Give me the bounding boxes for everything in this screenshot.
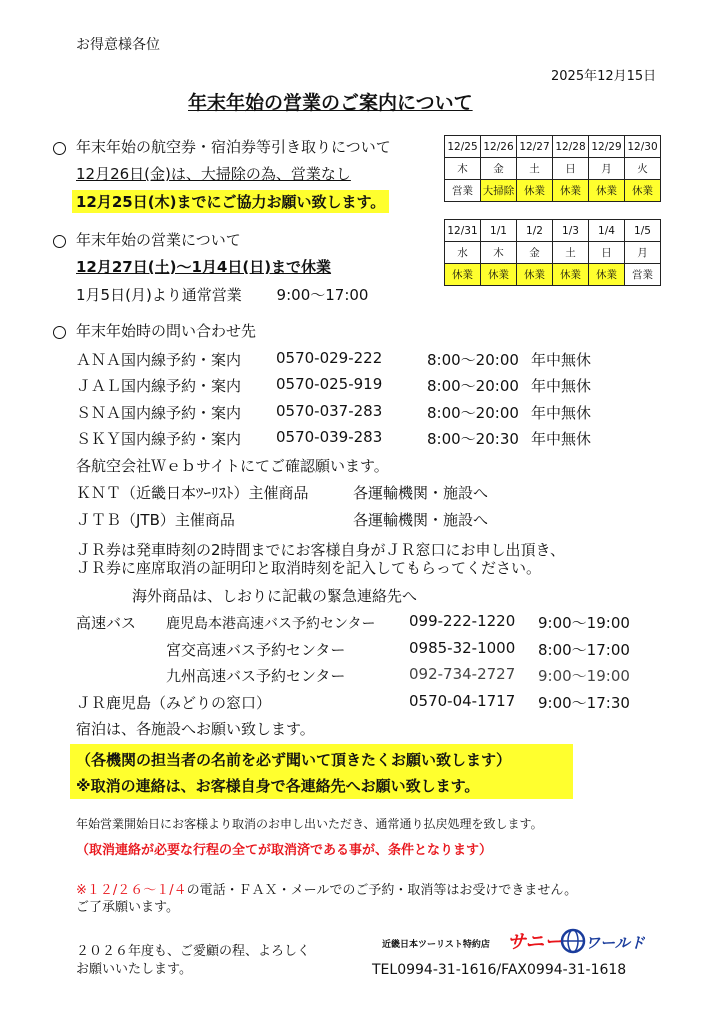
cal-weekday: 金 xyxy=(517,242,553,264)
svg-text:ワールド: ワールド xyxy=(585,934,645,952)
jr-ticket-line1: ＪＲ券は発車時刻の2時間までにお客様自身がＪＲ窓口にお申し出頂き、 xyxy=(76,541,565,559)
bus-phone: 0985-32-1000 xyxy=(409,639,516,657)
airline-hours: 8:00～20:00 xyxy=(427,377,519,395)
bus-label: 高速バス xyxy=(76,614,137,632)
cal-weekday: 月 xyxy=(625,242,661,264)
cal-status: 大掃除 xyxy=(481,180,517,202)
cal-weekday: 金 xyxy=(481,158,517,180)
closing-line2: お願いいたします。 xyxy=(76,962,192,977)
airline-note: 年中無休 xyxy=(531,430,592,448)
cal-date: 12/27 xyxy=(517,136,553,158)
cal-status: 営業 xyxy=(625,264,661,286)
bullet-circle-icon xyxy=(53,326,66,339)
lodging-note: 宿泊は、各施設へお願い致します。 xyxy=(76,720,315,738)
jr-kagoshima-hours: 9:00～17:30 xyxy=(538,694,630,712)
airline-hours: 8:00～20:00 xyxy=(427,351,519,369)
cal-status: 休業 xyxy=(481,264,517,286)
cal-status: 休業 xyxy=(589,264,625,286)
notice-line2: ※取消の連絡は、お客様自身で各連絡先へお願い致します。 xyxy=(76,777,480,795)
cal-weekday: 月 xyxy=(589,158,625,180)
knt-contact: 各運輸機関・施設へ xyxy=(353,484,489,502)
cal-status: 休業 xyxy=(553,180,589,202)
cal-date: 12/31 xyxy=(445,220,481,242)
cal-weekday: 水 xyxy=(445,242,481,264)
bus-phone: 092-734-2727 xyxy=(409,665,516,683)
section1-line2: 12月25日(木)までにご協力お願い致します。 xyxy=(72,190,389,213)
globe-logo-icon xyxy=(507,924,645,958)
bus-name: 九州高速バス予約センター xyxy=(166,667,346,685)
cal-date: 12/28 xyxy=(553,136,589,158)
jr-kagoshima-phone: 0570-04-1717 xyxy=(409,692,516,710)
page-title: 年末年始の営業のご案内について xyxy=(188,92,473,114)
section1-line1: 12月26日(金)は、大掃除の為、営業なし xyxy=(76,165,351,183)
company-logo xyxy=(507,924,645,958)
bus-phone: 099-222-1220 xyxy=(409,612,516,630)
cal-status: 営業 xyxy=(445,180,481,202)
airline-hours: 8:00～20:00 xyxy=(427,404,519,422)
section1-heading: 年末年始の航空券・宿泊券等引き取りについて xyxy=(76,138,391,156)
airline-phone: 0570-037-283 xyxy=(276,402,383,420)
cal-weekday: 火 xyxy=(625,158,661,180)
cal-weekday: 木 xyxy=(481,242,517,264)
contact-tel-fax: TEL0994-31-1616/FAX0994-31-1618 xyxy=(372,962,627,978)
refund-line2: （取消連絡が必要な行程の全てが取消済である事が、条件となります） xyxy=(76,843,493,858)
refund-line1: 年始営業開始日にお客様より取消のお申し出いただき、通常通り払戻処理を致します。 xyxy=(76,817,543,831)
bus-hours: 9:00～19:00 xyxy=(538,614,630,632)
bus-hours: 9:00～19:00 xyxy=(538,667,630,685)
cal-status: 休業 xyxy=(517,264,553,286)
jtb-label: ＪＴＢ（JTB）主催商品 xyxy=(76,511,235,529)
agency-tag: 近畿日本ツーリスト特約店 xyxy=(382,940,490,950)
addressee: お得意様各位 xyxy=(76,37,160,53)
cal-status: 休業 xyxy=(553,264,589,286)
cal-weekday: 土 xyxy=(553,242,589,264)
cal-weekday: 土 xyxy=(517,158,553,180)
cal-status: 休業 xyxy=(445,264,481,286)
cal-weekday: 日 xyxy=(553,158,589,180)
cal-date: 1/2 xyxy=(517,220,553,242)
section2-line1: 12月27日(土)～1月4日(日)まで休業 xyxy=(76,258,332,276)
airline-phone: 0570-029-222 xyxy=(276,349,383,367)
airline-name: ＳＮＡ国内線予約・案内 xyxy=(76,404,242,422)
airline-phone: 0570-039-283 xyxy=(276,428,383,446)
cal-date: 12/26 xyxy=(481,136,517,158)
cal-weekday: 日 xyxy=(589,242,625,264)
airline-phone: 0570-025-919 xyxy=(276,375,383,393)
airline-note: 年中無休 xyxy=(531,404,592,422)
cal-date: 1/5 xyxy=(625,220,661,242)
airline-web-note: 各航空会社Ｗｅｂサイトにてご確認願います。 xyxy=(76,457,389,475)
cal-date: 12/30 xyxy=(625,136,661,158)
jr-kagoshima-name: ＪＲ鹿児島（みどりの窓口） xyxy=(76,694,272,712)
bus-name: 宮交高速バス予約センター xyxy=(166,641,346,659)
bullet-circle-icon xyxy=(53,235,66,248)
calendar-week1 xyxy=(444,135,661,202)
knt-label: ＫＮＴ（近畿日本ﾂｰﾘｽﾄ）主催商品 xyxy=(76,484,309,502)
closure-dates: ※１２/２６～１/４ xyxy=(76,883,187,898)
closure-line2: ご了承願います。 xyxy=(76,900,179,915)
jtb-contact: 各運輸機関・施設へ xyxy=(353,511,489,529)
document-date: 2025年12月15日 xyxy=(551,69,657,84)
closure-text: の電話・ＦＡＸ・メールでのご予約・取消等はお受けできません。 xyxy=(186,883,578,898)
cal-date: 1/3 xyxy=(553,220,589,242)
section2-line2: 1月5日(月)より通常営業 9:00～17:00 xyxy=(76,286,369,304)
svg-text:サニー: サニー xyxy=(507,931,564,953)
airline-note: 年中無休 xyxy=(531,377,592,395)
section3-heading: 年末年始時の問い合わせ先 xyxy=(76,322,257,340)
airline-note: 年中無休 xyxy=(531,351,592,369)
bus-hours: 8:00～17:00 xyxy=(538,641,630,659)
section2-heading: 年末年始の営業について xyxy=(76,231,241,249)
airline-hours: 8:00～20:30 xyxy=(427,430,519,448)
airline-name: ＳＫＹ国内線予約・案内 xyxy=(76,430,242,448)
calendar-week2 xyxy=(444,219,661,286)
cal-status: 休業 xyxy=(625,180,661,202)
notice-line1: （各機関の担当者の名前を必ず聞いて頂きたくお願い致します） xyxy=(76,751,512,769)
cal-date: 1/1 xyxy=(481,220,517,242)
airline-name: ＪＡＬ国内線予約・案内 xyxy=(76,377,242,395)
cal-date: 1/4 xyxy=(589,220,625,242)
cal-status: 休業 xyxy=(517,180,553,202)
cal-date: 12/25 xyxy=(445,136,481,158)
overseas-note: 海外商品は、しおりに記載の緊急連絡先へ xyxy=(132,587,418,605)
bullet-circle-icon xyxy=(53,142,66,155)
jr-ticket-line2: ＪＲ券に座席取消の証明印と取消時刻を記入してもらってください。 xyxy=(76,559,542,577)
cal-date: 12/29 xyxy=(589,136,625,158)
bus-name: 鹿児島本港高速バス予約センター xyxy=(166,616,376,632)
cal-weekday: 木 xyxy=(445,158,481,180)
closing-line1: ２０２６年度も、ご愛顧の程、よろしく xyxy=(76,944,311,959)
cal-status: 休業 xyxy=(589,180,625,202)
airline-name: ＡＮＡ国内線予約・案内 xyxy=(76,351,242,369)
